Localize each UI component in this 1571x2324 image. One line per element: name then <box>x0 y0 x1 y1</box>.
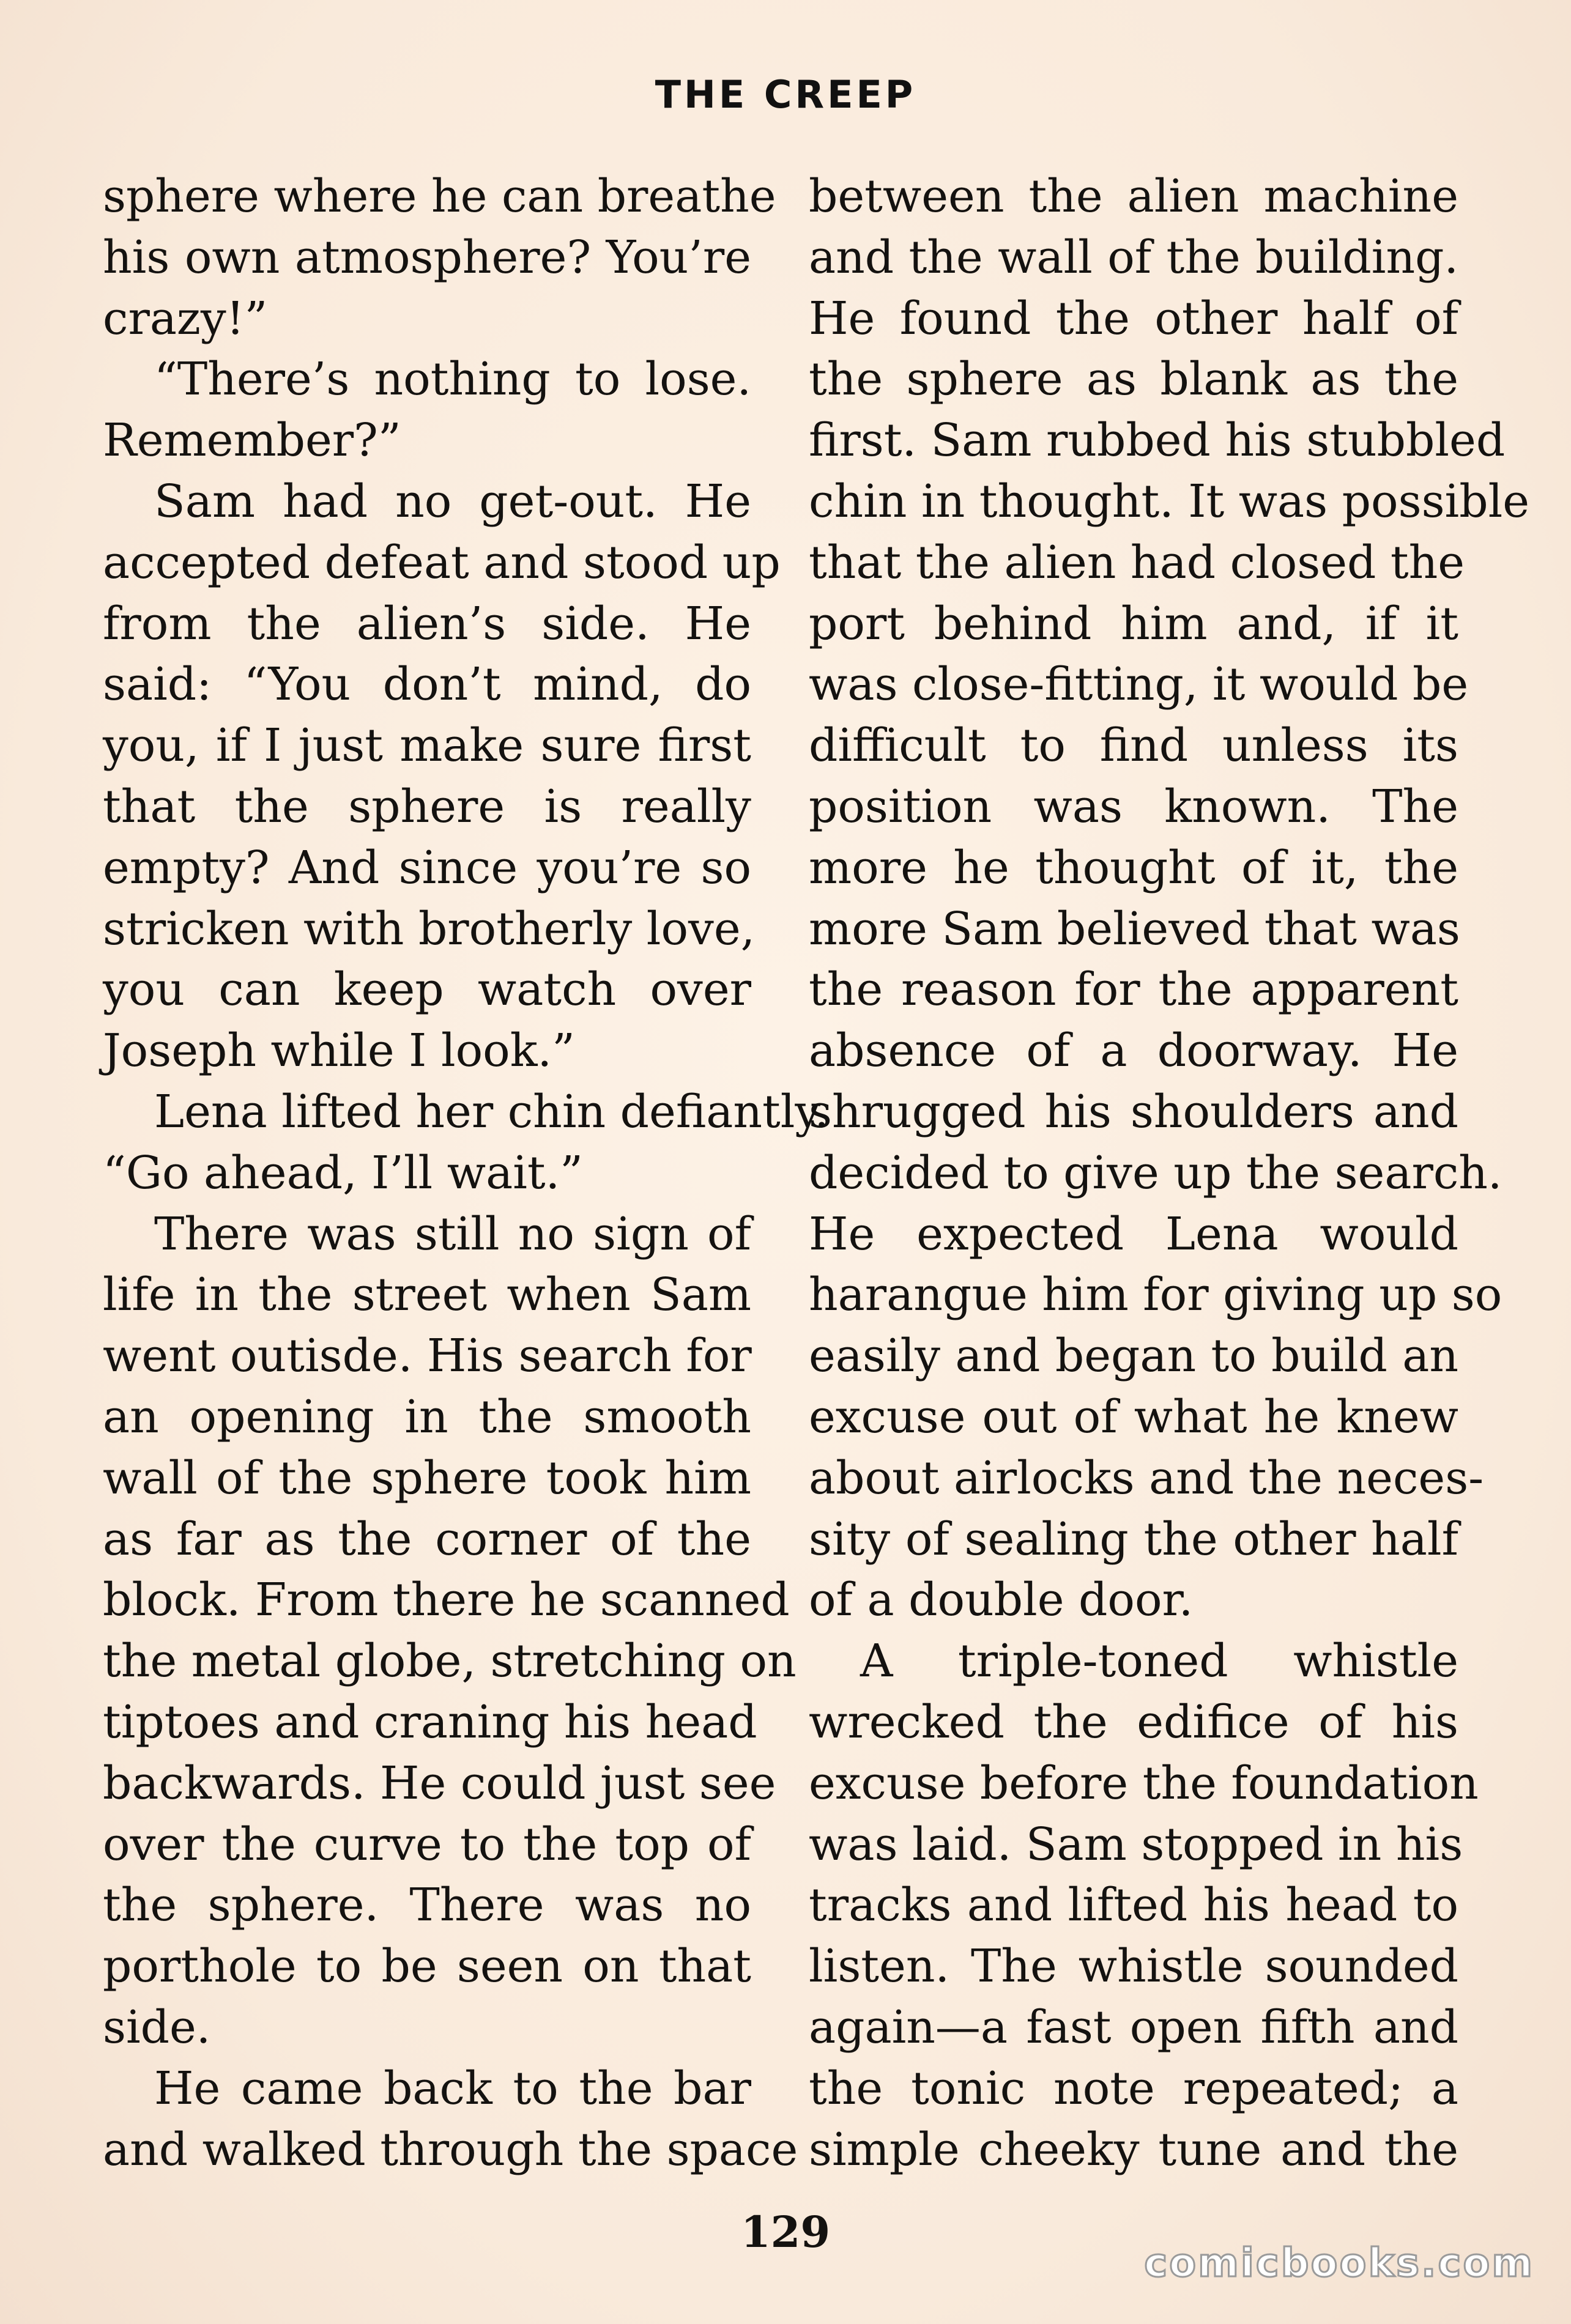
text-line: accepted defeat and stood up <box>103 536 781 589</box>
text-line: more he thought of it, the <box>809 841 1458 894</box>
text-line: porthole to be seen on that <box>103 1940 751 1993</box>
text-line: life in the street when Sam <box>103 1268 751 1322</box>
text-line: the sphere. There was no <box>103 1879 751 1932</box>
left-text-column <box>103 166 829 2180</box>
text-line: between the alien machine <box>809 170 1458 223</box>
text-line: port behind him and, if it <box>809 597 1458 650</box>
text-line: as far as the corner of the <box>103 1512 751 1566</box>
text-line: went outisde. His search for <box>103 1330 752 1383</box>
text-line: Remember?” <box>103 414 401 467</box>
text-line: block. From there he scanned <box>103 1574 790 1627</box>
text-line: and walked through the space <box>103 2123 798 2176</box>
text-line: again—a fast open fifth and <box>809 2000 1458 2054</box>
text-line: difficult to find unless its <box>809 719 1458 772</box>
text-line: stricken with brotherly love, <box>103 902 756 955</box>
text-line: more Sam believed that was <box>809 902 1460 955</box>
text-line: you can keep watch over <box>103 963 751 1016</box>
text-line: an opening in the smooth <box>103 1390 751 1443</box>
text-line: Lena lifted her chin defiantly. <box>154 1085 829 1138</box>
text-line: about airlocks and the neces- <box>809 1451 1484 1504</box>
text-line: the tonic note repeated; a <box>809 2062 1458 2115</box>
text-line: his own atmosphere? You’re <box>103 231 751 284</box>
text-line: He expected Lena would <box>809 1207 1458 1260</box>
right-text-column <box>809 166 1530 2180</box>
text-line: harangue him for giving up so <box>809 1268 1502 1322</box>
text-line: side. <box>103 2000 211 2054</box>
text-line: you, if I just make sure first <box>103 719 751 772</box>
text-line: tracks and lifted his head to <box>809 1879 1458 1932</box>
text-line: “There’s nothing to lose. <box>154 353 751 406</box>
text-line: the sphere as blank as the <box>809 353 1458 406</box>
text-line: listen. The whistle sounded <box>809 1940 1458 1993</box>
text-line: chin in thought. It was possible <box>809 475 1530 528</box>
text-line: backwards. He could just see <box>103 1756 776 1810</box>
text-line: sphere where he can breathe <box>103 170 776 223</box>
text-line: of a double door. <box>809 1574 1194 1627</box>
text-line: There was still no sign of <box>154 1207 751 1260</box>
text-line: said: “You don’t mind, do <box>103 658 751 711</box>
text-line: that the alien had closed the <box>809 536 1465 589</box>
text-line: “Go ahead, I’ll wait.” <box>103 1146 583 1199</box>
text-line: was laid. Sam stopped in his <box>809 1818 1463 1871</box>
text-line: was close-fitting, it would be <box>809 658 1469 711</box>
text-line: Sam had no get-out. He <box>154 475 751 528</box>
text-line: tiptoes and craning his head <box>103 1695 757 1749</box>
text-line: crazy!” <box>103 292 268 345</box>
text-line: simple cheeky tune and the <box>809 2123 1458 2176</box>
text-line: excuse before the foundation <box>809 1756 1479 1810</box>
text-line: He found the other half of <box>809 292 1458 345</box>
page-number: 129 <box>740 2207 831 2257</box>
text-line: and the wall of the building. <box>809 231 1458 284</box>
text-line: sity of sealing the other half <box>809 1512 1458 1566</box>
watermark-logo: comicbooks.com <box>1144 2241 1534 2286</box>
text-line: decided to give up the search. <box>809 1146 1502 1199</box>
text-line: He came back to the bar <box>154 2062 751 2115</box>
text-line: the reason for the apparent <box>809 963 1458 1016</box>
text-line: from the alien’s side. He <box>103 597 751 650</box>
text-line: wrecked the edifice of his <box>809 1695 1458 1749</box>
text-line: shrugged his shoulders and <box>809 1085 1458 1138</box>
text-line: first. Sam rubbed his stubbled <box>809 414 1506 467</box>
text-line: over the curve to the top of <box>103 1818 751 1871</box>
text-line: excuse out of what he knew <box>809 1390 1458 1443</box>
text-line: the metal globe, stretching on <box>103 1635 797 1688</box>
text-line: absence of a doorway. He <box>809 1024 1458 1078</box>
text-line: that the sphere is really <box>103 780 751 833</box>
text-line: empty? And since you’re so <box>103 841 751 894</box>
text-line: A triple-toned whistle <box>860 1635 1458 1688</box>
text-line: easily and began to build an <box>809 1330 1458 1383</box>
text-line: position was known. The <box>809 780 1458 833</box>
running-title: THE CREEP <box>655 72 916 117</box>
text-line: wall of the sphere took him <box>103 1451 751 1504</box>
text-line: Joseph while I look.” <box>103 1024 575 1078</box>
